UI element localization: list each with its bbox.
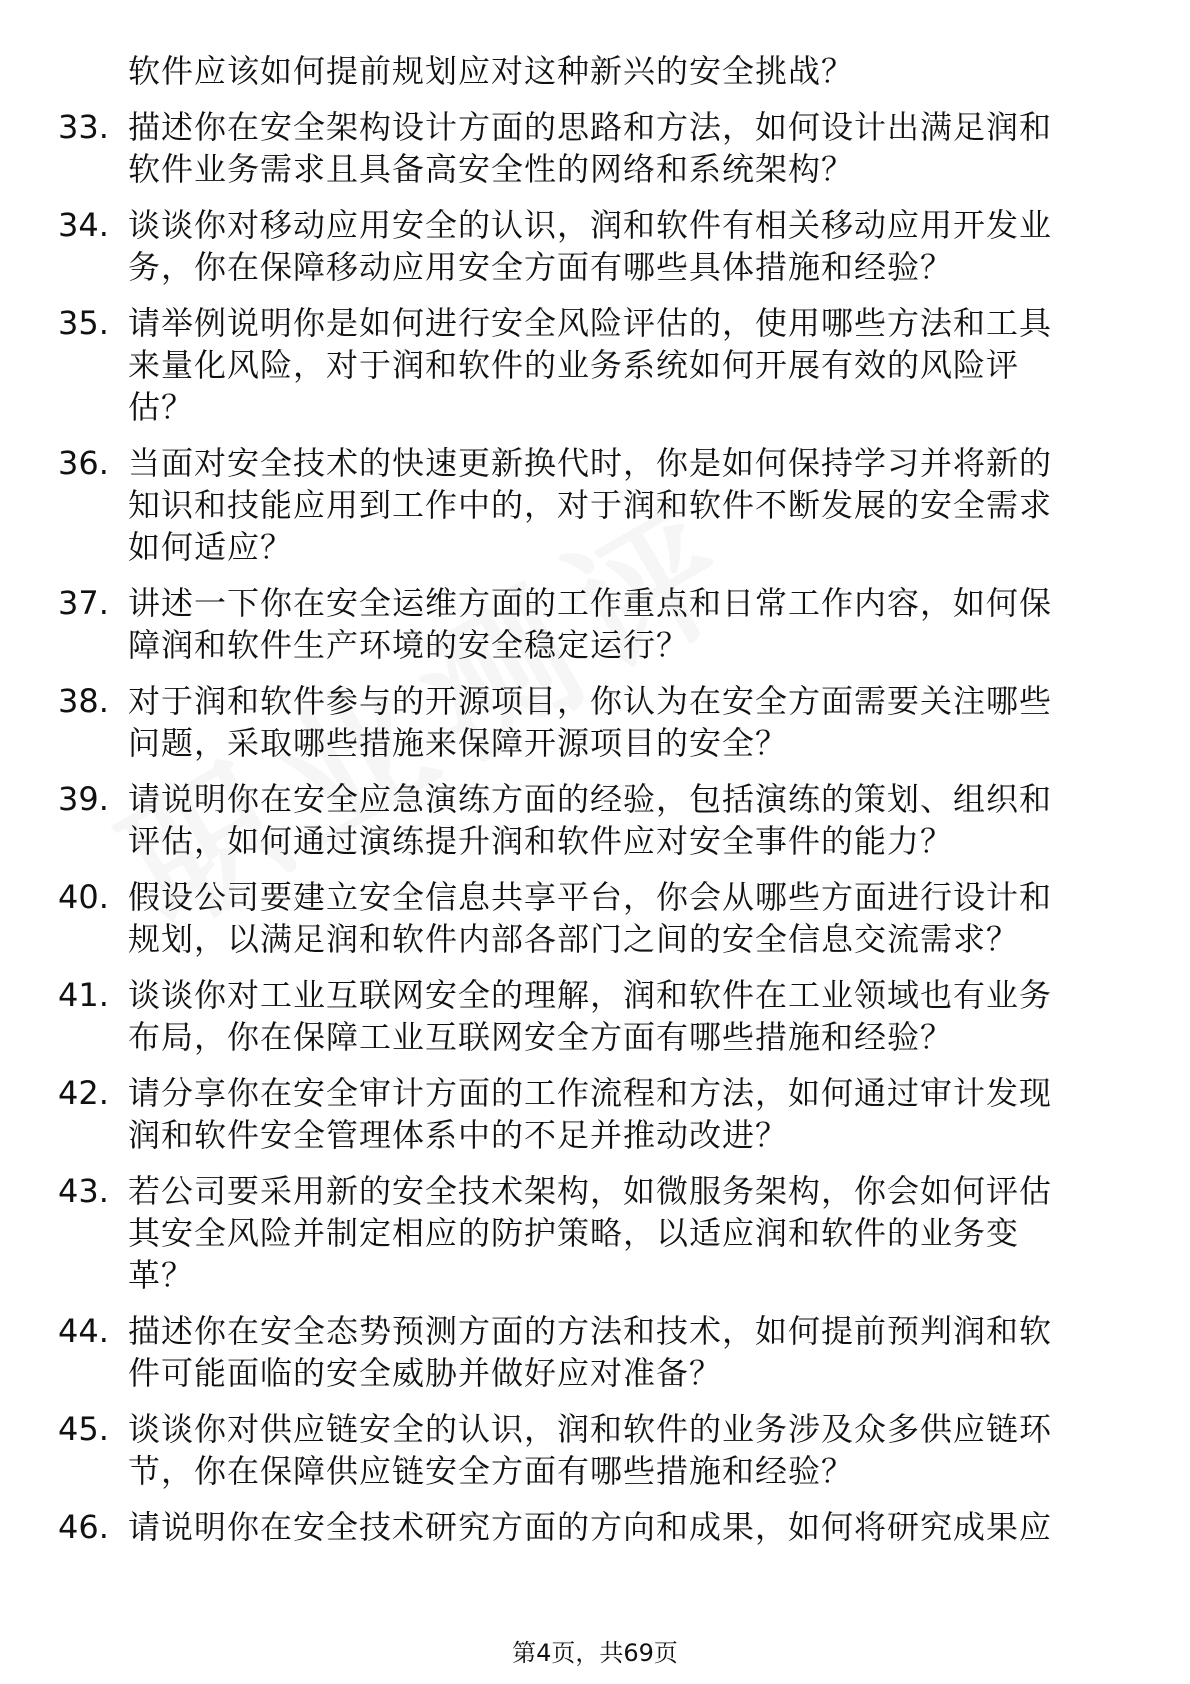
question-number: 33. [58, 108, 109, 146]
question-number: 45. [58, 1410, 109, 1448]
question-number: 35. [58, 304, 109, 342]
question-text: 请说明你在安全技术研究方面的方向和成果，如何将研究成果应 [128, 1508, 1053, 1546]
question-text: 若公司要采用新的安全技术架构，如微服务架构，你会如何评估 其安全风险并制定相应的防护策略，以适应润和软件的业务变 革？ [128, 1172, 1053, 1294]
question-text: 描述你在安全架构设计方面的思路和方法，如何设计出满足润和 软件业务需求且具备高安全性的网络和系统架构？ [128, 108, 1053, 188]
question-text: 假设公司要建立安全信息共享平台，你会从哪些方面进行设计和 规划，以满足润和软件内部各部门之间的安全信息交流需求？ [128, 878, 1053, 958]
question-number: 36. [58, 444, 109, 482]
question-text: 对于润和软件参与的开源项目，你认为在安全方面需要关注哪些 问题，采取哪些措施来保障开源项目的安全？ [128, 682, 1053, 762]
question-text: 软件应该如何提前规划应对这种新兴的安全挑战？ [128, 52, 855, 90]
question-number: 40. [58, 878, 109, 916]
question-text: 谈谈你对移动应用安全的认识，润和软件有相关移动应用开发业 务，你在保障移动应用安全方面有哪些具体措施和经验？ [128, 206, 1053, 286]
question-number: 44. [58, 1312, 109, 1350]
question-number: 41. [58, 976, 109, 1014]
question-number: 39. [58, 780, 109, 818]
question-number: 38. [58, 682, 109, 720]
question-text: 谈谈你对工业互联网安全的理解，润和软件在工业领域也有业务 布局，你在保障工业互联网安全方面有哪些措施和经验？ [128, 976, 1053, 1056]
question-number: 37. [58, 584, 109, 622]
question-text: 当面对安全技术的快速更新换代时，你是如何保持学习并将新的 知识和技能应用到工作中的，对于润和软件不断发展的安全需求 如何适应？ [128, 444, 1053, 566]
question-text: 谈谈你对供应链安全的认识，润和软件的业务涉及众多供应链环 节，你在保障供应链安全方面有哪些措施和经验？ [128, 1410, 1053, 1490]
question-text: 请说明你在安全应急演练方面的经验，包括演练的策划、组织和 评估，如何通过演练提升润和软件应对安全事件的能力？ [128, 780, 1053, 860]
question-number: 46. [58, 1508, 109, 1546]
page-number: 第4页，共69页 [512, 1639, 678, 1667]
question-text: 请举例说明你是如何进行安全风险评估的，使用哪些方法和工具 来量化风险，对于润和软件的业务系统如何开展有效的风险评 估？ [128, 304, 1053, 426]
question-number: 42. [58, 1074, 109, 1112]
question-text: 讲述一下你在安全运维方面的工作重点和日常工作内容，如何保 障润和软件生产环境的安全稳定运行？ [128, 584, 1053, 664]
question-number: 34. [58, 206, 109, 244]
question-text: 描述你在安全态势预测方面的方法和技术，如何提前预判润和软 件可能面临的安全威胁并做好应对准备？ [128, 1312, 1053, 1392]
question-number: 43. [58, 1172, 109, 1210]
question-text: 请分享你在安全审计方面的工作流程和方法，如何通过审计发现 润和软件安全管理体系中的不足并推动改进？ [128, 1074, 1053, 1154]
